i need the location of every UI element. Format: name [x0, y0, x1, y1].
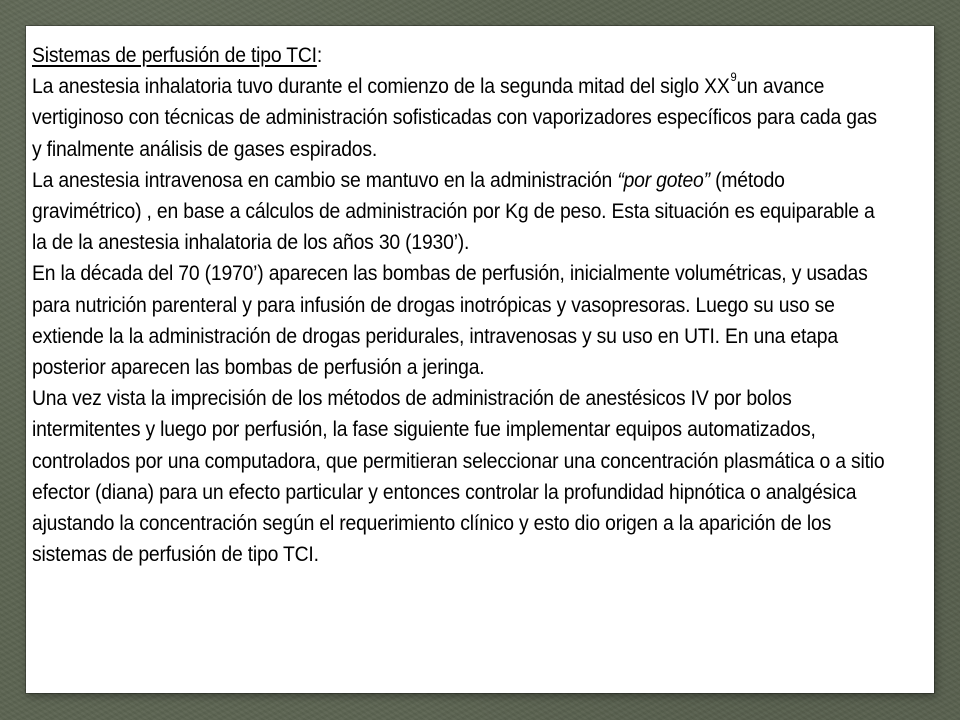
footnote-reference: 9	[730, 70, 737, 85]
paragraph-4-line-3: controlados por una computadora, que permitieran seleccionar una concentración plasmática o a sitio	[32, 449, 885, 473]
paragraph-3-line-2: para nutrición parenteral y para infusión de drogas inotrópicas y vasopresoras. Luego su uso se	[32, 293, 835, 317]
paragraph-1-line-3: y finalmente análisis de gases espirados.	[32, 137, 378, 161]
title-line	[32, 40, 923, 71]
paragraph-4-line-2: intermitentes y luego por perfusión, la fase siguiente fue implementar equipos automatizados,	[32, 418, 816, 442]
document-body	[32, 40, 923, 570]
title-colon: :	[316, 44, 323, 67]
slide-frame	[26, 26, 934, 693]
paragraph-1-line-1	[32, 71, 923, 102]
paragraph-2-line-1	[32, 165, 923, 196]
paragraph-4-line-1: Una vez vista la imprecisión de los métodos de administración de anestésicos IV por bolos	[32, 387, 792, 411]
paragraph-4-line-4: efector (diana) para un efecto particular y entonces controlar la profundidad hipnótica o analgésica	[32, 480, 857, 504]
paragraph-3-line-4: posterior aparecen las bombas de perfusión a jeringa.	[32, 356, 485, 380]
paragraph-1-line-1-text: La anestesia inhalatoria tuvo durante el comienzo de la segunda mitad del siglo XX	[32, 75, 730, 99]
paragraph-4-line-6: sistemas de perfusión de tipo TCI.	[32, 543, 319, 567]
paragraph-2-line-2: gravimétrico) , en base a cálculos de administración por Kg de peso. Esta situación es equiparable a	[32, 200, 875, 224]
paragraph-2-line-1-end: (método	[709, 168, 785, 192]
italic-phrase: “por goteo”	[617, 168, 710, 192]
paragraph-2-line-1-text: La anestesia intravenosa en cambio se mantuvo en la administración	[32, 168, 618, 192]
paragraph-2-line-3: la de la anestesia inhalatoria de los años 30 (1930’).	[32, 231, 470, 255]
paragraph-3-line-3: extiende la la administración de drogas peridurales, intravenosas y su uso en UTI. En una etapa	[32, 324, 838, 348]
paragraph-3-line-1: En la década del 70 (1970’) aparecen las bombas de perfusión, inicialmente volumétricas, y usadas	[32, 262, 868, 286]
paragraph-1-line-2: vertiginoso con técnicas de administración sofisticadas con vaporizadores específicos para cada gas	[32, 106, 877, 130]
paragraph-4-line-5: ajustando la concentración según el requerimiento clínico y esto dio origen a la aparición de los	[32, 512, 832, 536]
paragraph-1-line-1-end: un avance	[736, 75, 825, 99]
document-title: Sistemas de perfusión de tipo TCI	[32, 44, 317, 67]
